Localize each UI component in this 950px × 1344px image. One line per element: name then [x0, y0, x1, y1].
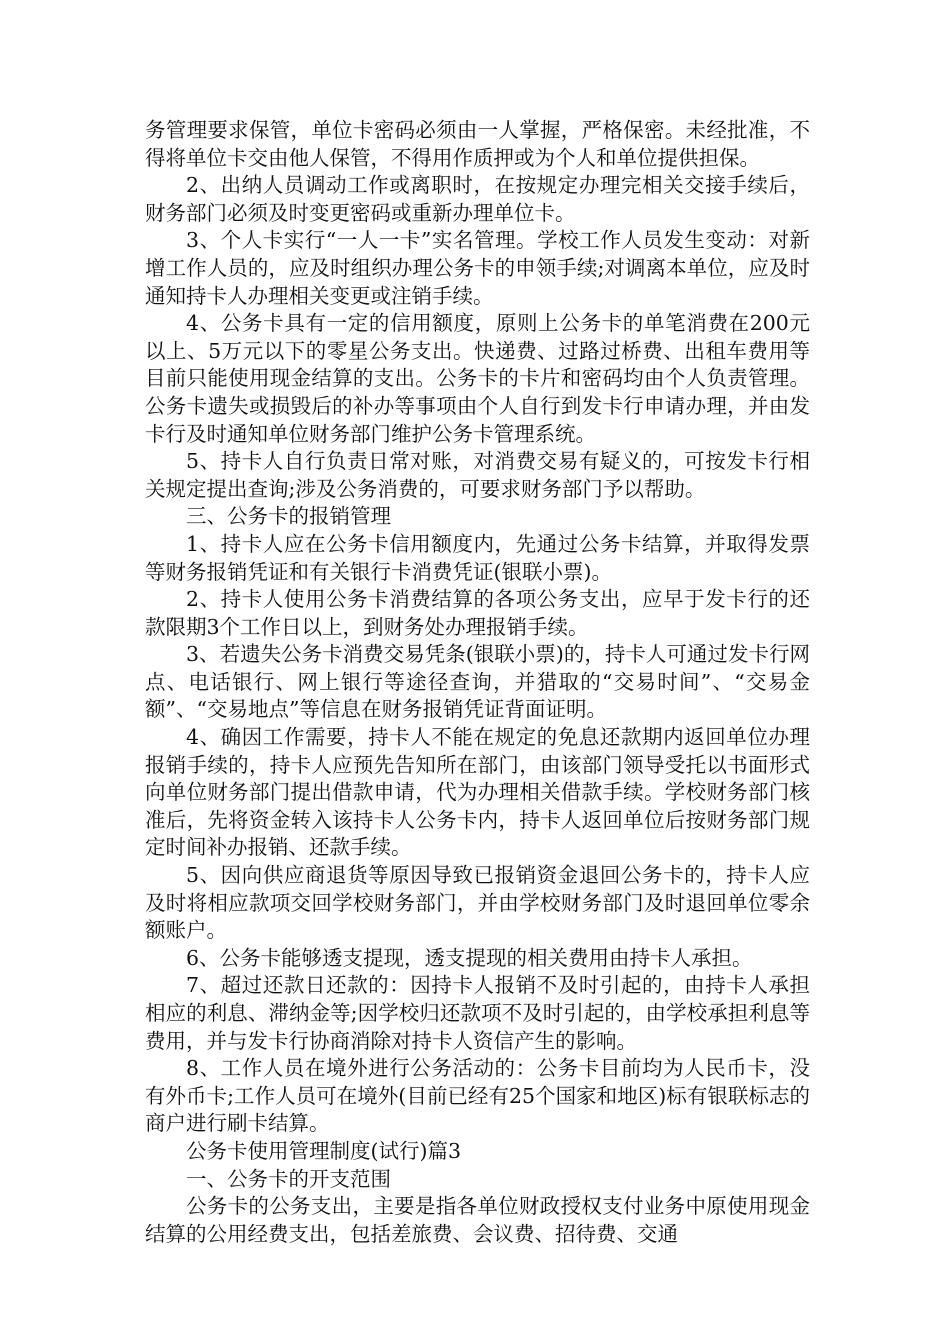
paragraph: 公务卡的公务支出，主要是指各单位财政授权支付业务中原使用现金结算的公用经费支出，包括差旅费、会议费、招待费、交通 — [145, 1194, 810, 1246]
paragraph: 4、确因工作需要，持卡人不能在规定的免息还款期内返回单位办理报销手续的，持卡人应预先告知所在部门，由该部门领导受托以书面形式向单位财务部门提出借款申请，代为办理相关借款手续。学校财务部门核准后，先将资金转入该持卡人公务卡内，持卡人返回单位后按财务部门规定时间补办报销、还款手续。 — [145, 725, 810, 860]
paragraph: 4、公务卡具有一定的信用额度，原则上公务卡的单笔消费在200元以上、5万元以下的零星公务支出。快递费、过路过桥费、出租车费用等目前只能使用现金结算的支出。公务卡的卡片和密码均由个人负责管理。公务卡遗失或损毁后的补办等事项由个人自行到发卡行申请办理，并由发卡行及时通知单位财务部门维护公务卡管理系统。 — [145, 311, 810, 446]
paragraph: 7、超过还款日还款的：因持卡人报销不及时引起的，由持卡人承担相应的利息、滞纳金等;因学校归还款项不及时引起的，由学校承担利息等费用，并与发卡行协商消除对持卡人资信产生的影响。 — [145, 973, 810, 1053]
paragraph: 3、若遗失公务卡消费交易凭条(银联小票)的，持卡人可通过发卡行网点、电话银行、网上银行等途径查询，并猎取的“交易时间”、“交易金额”、“交易地点”等信息在财务报销凭证背面证明。 — [145, 642, 810, 722]
paragraph: 1、持卡人应在公务卡信用额度内，先通过公务卡结算，并取得发票等财务报销凭证和有关银行卡消费凭证(银联小票)。 — [145, 531, 810, 584]
paragraph: 6、公务卡能够透支提现，透支提现的相关费用由持卡人承担。 — [186, 945, 753, 970]
paragraph: 2、持卡人使用公务卡消费结算的各项公务支出，应早于发卡行的还款限期3个工作日以上，到财务处办理报销手续。 — [145, 587, 810, 639]
section-heading: 三、公务卡的报销管理 — [186, 504, 391, 529]
paragraph: 2、出纳人员调动工作或离职时，在按规定办理完相关交接手续后，财务部门必须及时变更密码或重新办理单位卡。 — [145, 173, 810, 225]
section-heading: 一、公务卡的开支范围 — [186, 1166, 391, 1191]
paragraph-continuation: 务管理要求保管，单位卡密码必须由一人掌握，严格保密。未经批准，不得将单位卡交由他人保管，不得用作质押或为个人和单位提供担保。 — [145, 118, 810, 170]
paragraph: 8、工作人员在境外进行公务活动的：公务卡目前均为人民币卡，没有外币卡;工作人员可在境外(目前已经有25个国家和地区)标有银联标志的商户进行刷卡结算。 — [145, 1056, 810, 1136]
paragraph: 5、持卡人自行负责日常对账，对消费交易有疑义的，可按发卡行相关规定提出查询;涉及公务消费的，可要求财务部门予以帮助。 — [145, 449, 810, 501]
paragraph: 5、因向供应商退货等原因导致已报销资金退回公务卡的，持卡人应及时将相应款项交回学校财务部门，并由学校财务部门及时退回单位零余额账户。 — [145, 863, 810, 943]
document-body — [145, 117, 810, 1248]
document-part-title: 公务卡使用管理制度(试行)篇3 — [186, 1138, 462, 1163]
paragraph: 3、个人卡实行“一人一卡”实名管理。学校工作人员发生变动：对新增工作人员的，应及时组织办理公务卡的申领手续;对调离本单位，应及时通知持卡人办理相关变更或注销手续。 — [145, 228, 810, 308]
